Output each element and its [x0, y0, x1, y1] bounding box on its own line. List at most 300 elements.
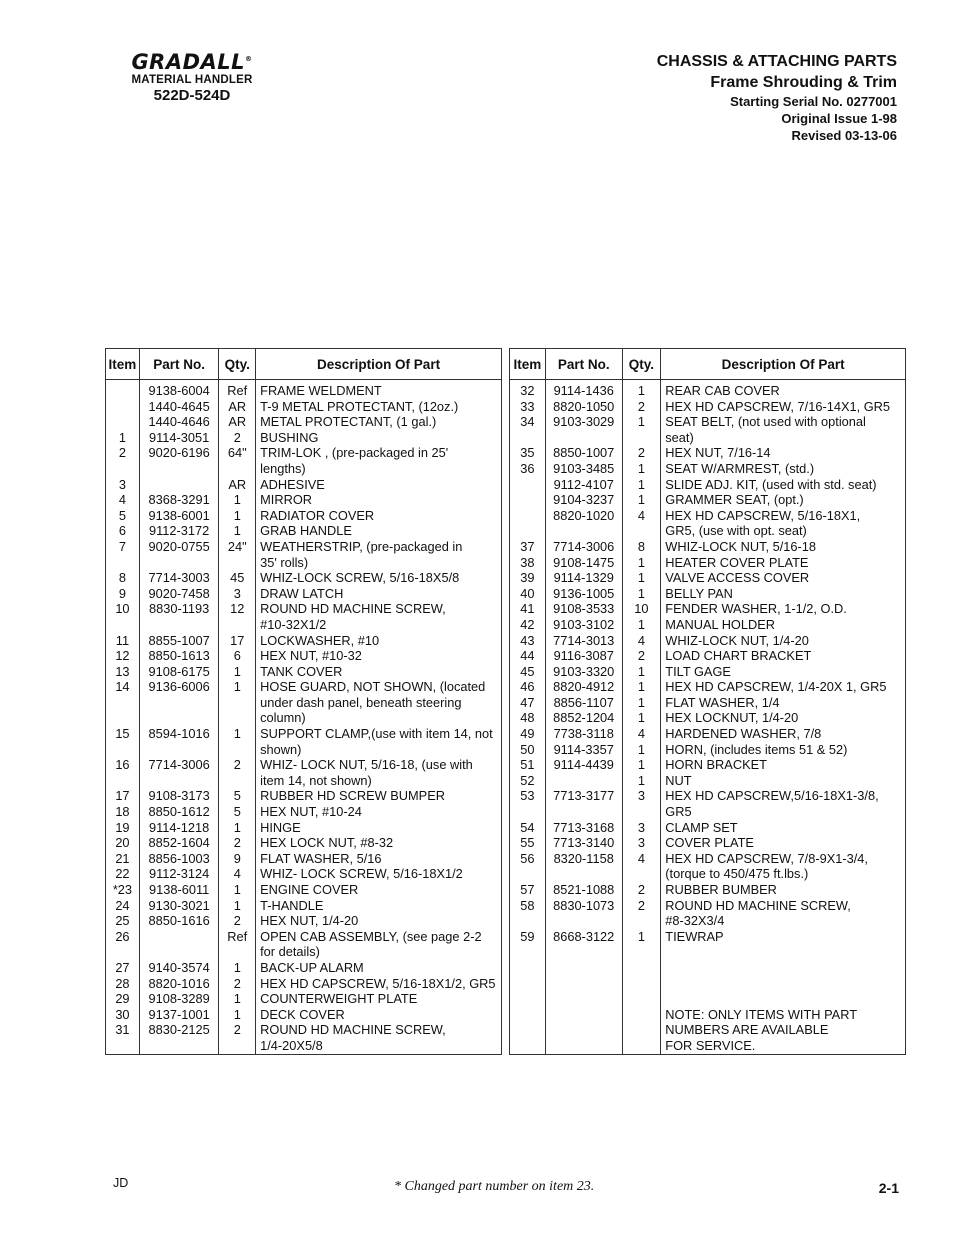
item-cell: 24: [106, 898, 140, 914]
table-row: [106, 710, 502, 726]
item-cell: [106, 617, 140, 633]
table-row: [106, 570, 502, 586]
qty-cell: 3: [622, 835, 661, 851]
qty-cell: 8: [622, 539, 661, 555]
empty-cell: [510, 1022, 546, 1038]
parts-table-left: [105, 348, 502, 1055]
part-no-cell: 9112-4107: [545, 477, 622, 493]
item-cell: 36: [510, 461, 546, 477]
part-no-cell: [139, 929, 219, 945]
item-cell: 22: [106, 866, 140, 882]
table-row: [106, 1022, 502, 1038]
description-cell: HEX HD CAPSCREW, 5/16-18X1,: [661, 508, 906, 524]
item-cell: 57: [510, 882, 546, 898]
col-part-header: Part No.: [545, 349, 622, 380]
table-row: [106, 944, 502, 960]
part-no-cell: [545, 866, 622, 882]
item-cell: 12: [106, 648, 140, 664]
description-cell: CLAMP SET: [661, 820, 906, 836]
item-cell: 26: [106, 929, 140, 945]
part-no-cell: 8856-1003: [139, 851, 219, 867]
description-cell: T-HANDLE: [256, 898, 502, 914]
description-cell: shown): [256, 742, 502, 758]
item-cell: 28: [106, 976, 140, 992]
item-cell: 19: [106, 820, 140, 836]
description-cell: OPEN CAB ASSEMBLY, (see page 2-2: [256, 929, 502, 945]
qty-cell: [219, 742, 256, 758]
part-no-cell: 9020-0755: [139, 539, 219, 555]
table-row: [510, 664, 906, 680]
section-subtitle: Frame Shrouding & Trim: [710, 74, 897, 91]
item-cell: 52: [510, 773, 546, 789]
part-no-cell: 9114-3051: [139, 430, 219, 446]
qty-cell: 1: [219, 960, 256, 976]
table-row: [106, 804, 502, 820]
qty-cell: 1: [219, 898, 256, 914]
table-row: [106, 695, 502, 711]
empty-cell: [622, 1022, 661, 1038]
item-cell: 17: [106, 788, 140, 804]
logo-model: 522D-524D: [153, 87, 231, 104]
qty-cell: AR: [219, 477, 256, 493]
description-cell: COUNTERWEIGHT PLATE: [256, 991, 502, 1007]
table-row: [106, 1038, 502, 1054]
qty-cell: Ref: [219, 929, 256, 945]
qty-cell: 5: [219, 788, 256, 804]
item-cell: [510, 492, 546, 508]
qty-cell: 1: [622, 477, 661, 493]
part-no-cell: 7713-3140: [545, 835, 622, 851]
description-cell: SLIDE ADJ. KIT, (used with std. seat): [661, 477, 906, 493]
table-row: [510, 477, 906, 493]
item-cell: 27: [106, 960, 140, 976]
table-row: [510, 399, 906, 415]
item-cell: 50: [510, 742, 546, 758]
item-cell: [510, 913, 546, 929]
part-no-cell: 7714-3006: [139, 757, 219, 773]
part-no-cell: 9103-3102: [545, 617, 622, 633]
item-cell: 35: [510, 445, 546, 461]
item-cell: 14: [106, 679, 140, 695]
description-cell: ROUND HD MACHINE SCREW,: [256, 601, 502, 617]
empty-cell: [510, 976, 546, 992]
gradall-logo: [112, 47, 272, 104]
part-no-cell: 9108-3289: [139, 991, 219, 1007]
item-cell: [106, 555, 140, 571]
part-no-cell: 8820-1016: [139, 976, 219, 992]
description-cell: GR5: [661, 804, 906, 820]
item-cell: [510, 523, 546, 539]
table-row: [106, 820, 502, 836]
description-cell: HEX LOCK NUT, #8-32: [256, 835, 502, 851]
table-row: [106, 492, 502, 508]
empty-cell: [622, 976, 661, 992]
table-row: [510, 866, 906, 882]
qty-cell: 1: [219, 508, 256, 524]
description-cell: TILT GAGE: [661, 664, 906, 680]
empty-cell: [545, 1038, 622, 1054]
qty-cell: 2: [219, 976, 256, 992]
description-cell: RUBBER HD SCREW BUMPER: [256, 788, 502, 804]
empty-row: [510, 991, 906, 1007]
description-cell: SUPPORT CLAMP,(use with item 14, not: [256, 726, 502, 742]
description-cell: REAR CAB COVER: [661, 380, 906, 399]
qty-cell: 3: [219, 586, 256, 602]
description-cell: HORN BRACKET: [661, 757, 906, 773]
description-cell: HORN, (includes items 51 & 52): [661, 742, 906, 758]
table-row: [510, 508, 906, 524]
description-cell: HEX NUT, #10-24: [256, 804, 502, 820]
description-cell: HEX NUT, 7/16-14: [661, 445, 906, 461]
qty-cell: 6: [219, 648, 256, 664]
qty-cell: Ref: [219, 380, 256, 399]
table-row: [510, 445, 906, 461]
part-no-cell: 9114-3357: [545, 742, 622, 758]
qty-cell: 1: [622, 586, 661, 602]
description-cell: WHIZ-LOCK NUT, 5/16-18: [661, 539, 906, 555]
part-no-cell: 8850-1612: [139, 804, 219, 820]
description-cell: column): [256, 710, 502, 726]
qty-cell: [622, 866, 661, 882]
table-row: [510, 570, 906, 586]
item-cell: 47: [510, 695, 546, 711]
part-no-cell: 8856-1107: [545, 695, 622, 711]
qty-cell: [219, 617, 256, 633]
part-no-cell: 9104-3237: [545, 492, 622, 508]
qty-cell: 3: [622, 788, 661, 804]
qty-cell: 45: [219, 570, 256, 586]
part-no-cell: 9103-3029: [545, 414, 622, 430]
qty-cell: 1: [219, 492, 256, 508]
item-cell: 58: [510, 898, 546, 914]
table-row: [510, 492, 906, 508]
item-cell: 34: [510, 414, 546, 430]
qty-cell: 1: [622, 617, 661, 633]
table-row: [106, 773, 502, 789]
col-part-header: Part No.: [139, 349, 219, 380]
empty-cell: [622, 944, 661, 960]
part-no-cell: 8850-1613: [139, 648, 219, 664]
description-cell: ROUND HD MACHINE SCREW,: [256, 1022, 502, 1038]
empty-cell: [622, 1007, 661, 1023]
description-cell: HINGE: [256, 820, 502, 836]
qty-cell: 3: [622, 820, 661, 836]
table-row: [510, 695, 906, 711]
description-cell: FLAT WASHER, 1/4: [661, 695, 906, 711]
item-cell: 8: [106, 570, 140, 586]
item-cell: 32: [510, 380, 546, 399]
description-cell: MANUAL HOLDER: [661, 617, 906, 633]
qty-cell: 1: [219, 991, 256, 1007]
note-line-2: NUMBERS ARE AVAILABLE: [661, 1022, 906, 1038]
qty-cell: 10: [622, 601, 661, 617]
table-row: [106, 757, 502, 773]
part-no-cell: [139, 710, 219, 726]
empty-cell: [545, 960, 622, 976]
item-cell: [106, 461, 140, 477]
item-cell: 45: [510, 664, 546, 680]
table-row: [106, 726, 502, 742]
qty-cell: 1: [219, 523, 256, 539]
qty-cell: 4: [622, 633, 661, 649]
table-row: [510, 633, 906, 649]
qty-cell: 2: [219, 757, 256, 773]
item-cell: *23: [106, 882, 140, 898]
empty-cell: [661, 976, 906, 992]
qty-cell: [219, 695, 256, 711]
part-no-cell: 8852-1604: [139, 835, 219, 851]
empty-row: [510, 960, 906, 976]
description-cell: GRAMMER SEAT, (opt.): [661, 492, 906, 508]
item-cell: [106, 710, 140, 726]
part-no-cell: 8830-2125: [139, 1022, 219, 1038]
description-cell: HEX NUT, 1/4-20: [256, 913, 502, 929]
part-no-cell: [139, 773, 219, 789]
table-row: [510, 461, 906, 477]
description-cell: NUT: [661, 773, 906, 789]
empty-cell: [510, 944, 546, 960]
part-no-cell: 9108-1475: [545, 555, 622, 571]
empty-cell: [510, 991, 546, 1007]
part-no-cell: 9103-3485: [545, 461, 622, 477]
empty-cell: [545, 976, 622, 992]
qty-cell: [219, 461, 256, 477]
qty-cell: 24": [219, 539, 256, 555]
qty-cell: 12: [219, 601, 256, 617]
description-cell: 35' rolls): [256, 555, 502, 571]
table-row: [510, 757, 906, 773]
empty-cell: [622, 1038, 661, 1054]
table-row: [510, 380, 906, 399]
description-cell: FRAME WELDMENT: [256, 380, 502, 399]
part-no-cell: 7714-3013: [545, 633, 622, 649]
item-cell: 59: [510, 929, 546, 945]
description-cell: WHIZ-LOCK NUT, 1/4-20: [661, 633, 906, 649]
part-no-cell: 9140-3574: [139, 960, 219, 976]
description-cell: lengths): [256, 461, 502, 477]
qty-cell: 1: [622, 695, 661, 711]
part-no-cell: [545, 523, 622, 539]
qty-cell: [622, 430, 661, 446]
description-cell: METAL PROTECTANT, (1 gal.): [256, 414, 502, 430]
description-cell: ADHESIVE: [256, 477, 502, 493]
description-cell: TIEWRAP: [661, 929, 906, 945]
item-cell: 30: [106, 1007, 140, 1023]
qty-cell: 1: [622, 929, 661, 945]
item-cell: [106, 414, 140, 430]
table-row: [510, 586, 906, 602]
part-no-cell: [545, 773, 622, 789]
description-cell: RUBBER BUMBER: [661, 882, 906, 898]
description-cell: T-9 METAL PROTECTANT, (12oz.): [256, 399, 502, 415]
item-cell: 56: [510, 851, 546, 867]
item-cell: 9: [106, 586, 140, 602]
qty-cell: 2: [219, 430, 256, 446]
empty-cell: [545, 944, 622, 960]
part-no-cell: 8594-1016: [139, 726, 219, 742]
item-cell: 15: [106, 726, 140, 742]
logo-brand: GRADALL®: [131, 50, 253, 74]
table-row: [106, 445, 502, 461]
part-no-cell: 8320-1158: [545, 851, 622, 867]
table-row: [106, 601, 502, 617]
qty-cell: 2: [622, 648, 661, 664]
item-cell: 53: [510, 788, 546, 804]
table-row: [510, 601, 906, 617]
item-cell: 48: [510, 710, 546, 726]
item-cell: 55: [510, 835, 546, 851]
description-cell: HEATER COVER PLATE: [661, 555, 906, 571]
qty-cell: 2: [622, 399, 661, 415]
part-no-cell: [139, 742, 219, 758]
part-no-cell: 7713-3177: [545, 788, 622, 804]
item-cell: 10: [106, 601, 140, 617]
qty-cell: [219, 944, 256, 960]
description-cell: item 14, not shown): [256, 773, 502, 789]
serial-number: Starting Serial No. 0277001: [730, 94, 897, 109]
description-cell: WHIZ-LOCK SCREW, 5/16-18X5/8: [256, 570, 502, 586]
empty-cell: [545, 1007, 622, 1023]
description-cell: HEX HD CAPSCREW,5/16-18X1-3/8,: [661, 788, 906, 804]
qty-cell: 1: [219, 664, 256, 680]
description-cell: WHIZ- LOCK SCREW, 5/16-18X1/2: [256, 866, 502, 882]
empty-cell: [545, 991, 622, 1007]
part-no-cell: [139, 555, 219, 571]
part-no-cell: 9108-3173: [139, 788, 219, 804]
description-cell: GRAB HANDLE: [256, 523, 502, 539]
empty-cell: [622, 991, 661, 1007]
part-no-cell: 9108-3533: [545, 601, 622, 617]
part-no-cell: 9103-3320: [545, 664, 622, 680]
table-row: [510, 929, 906, 945]
qty-cell: 2: [622, 445, 661, 461]
part-no-cell: 8855-1007: [139, 633, 219, 649]
table-row: [106, 898, 502, 914]
item-cell: 41: [510, 601, 546, 617]
part-no-cell: 7714-3003: [139, 570, 219, 586]
table-row: [106, 679, 502, 695]
qty-cell: 1: [622, 570, 661, 586]
item-cell: 54: [510, 820, 546, 836]
description-cell: DRAW LATCH: [256, 586, 502, 602]
item-cell: 7: [106, 539, 140, 555]
table-row: [106, 835, 502, 851]
part-no-cell: [545, 804, 622, 820]
table-row: [106, 477, 502, 493]
part-no-cell: 8521-1088: [545, 882, 622, 898]
item-cell: [106, 773, 140, 789]
description-cell: TRIM-LOK , (pre-packaged in 25': [256, 445, 502, 461]
part-no-cell: [139, 477, 219, 493]
part-no-cell: 9116-3087: [545, 648, 622, 664]
description-cell: WEATHERSTRIP, (pre-packaged in: [256, 539, 502, 555]
original-issue: Original Issue 1-98: [781, 111, 897, 126]
table-row: [510, 742, 906, 758]
table-row: [510, 804, 906, 820]
qty-cell: AR: [219, 399, 256, 415]
empty-cell: [661, 944, 906, 960]
item-cell: 18: [106, 804, 140, 820]
item-cell: [510, 477, 546, 493]
item-cell: 25: [106, 913, 140, 929]
part-no-cell: 9138-6011: [139, 882, 219, 898]
qty-cell: [622, 913, 661, 929]
part-no-cell: 8368-3291: [139, 492, 219, 508]
table-row: [510, 555, 906, 571]
note-line-3: FOR SERVICE.: [661, 1038, 906, 1054]
part-no-cell: 8830-1073: [545, 898, 622, 914]
description-cell: under dash panel, beneath steering: [256, 695, 502, 711]
item-cell: 5: [106, 508, 140, 524]
description-cell: LOAD CHART BRACKET: [661, 648, 906, 664]
table-row: [106, 851, 502, 867]
qty-cell: 1: [622, 414, 661, 430]
part-no-cell: 8820-1050: [545, 399, 622, 415]
qty-cell: 2: [219, 1022, 256, 1038]
table-row: [510, 648, 906, 664]
empty-row: [510, 976, 906, 992]
qty-cell: 1: [622, 664, 661, 680]
qty-cell: 2: [219, 913, 256, 929]
description-cell: HEX HD CAPSCREW, 7/16-14X1, GR5: [661, 399, 906, 415]
qty-cell: 17: [219, 633, 256, 649]
table-row: [106, 586, 502, 602]
item-cell: 39: [510, 570, 546, 586]
qty-cell: [219, 555, 256, 571]
description-cell: COVER PLATE: [661, 835, 906, 851]
description-cell: HEX HD CAPSCREW, 7/8-9X1-3/4,: [661, 851, 906, 867]
qty-cell: 1: [622, 679, 661, 695]
qty-cell: 1: [219, 820, 256, 836]
part-no-cell: 8820-1020: [545, 508, 622, 524]
part-no-cell: 9114-4439: [545, 757, 622, 773]
section-title: CHASSIS & ATTACHING PARTS: [656, 53, 897, 70]
item-cell: 38: [510, 555, 546, 571]
item-cell: [106, 695, 140, 711]
note-row: [510, 1007, 906, 1023]
description-cell: HEX NUT, #10-32: [256, 648, 502, 664]
description-cell: FLAT WASHER, 5/16: [256, 851, 502, 867]
item-cell: 20: [106, 835, 140, 851]
part-no-cell: [139, 695, 219, 711]
part-no-cell: 9137-1001: [139, 1007, 219, 1023]
item-cell: 37: [510, 539, 546, 555]
item-cell: 49: [510, 726, 546, 742]
item-cell: 46: [510, 679, 546, 695]
table-row: [510, 679, 906, 695]
table-row: [510, 539, 906, 555]
item-cell: 51: [510, 757, 546, 773]
part-no-cell: 7738-3118: [545, 726, 622, 742]
description-cell: 1/4-20X5/8: [256, 1038, 502, 1054]
item-cell: 6: [106, 523, 140, 539]
part-no-cell: 9138-6004: [139, 380, 219, 399]
description-cell: HARDENED WASHER, 7/8: [661, 726, 906, 742]
table-row: [106, 555, 502, 571]
part-no-cell: 9112-3124: [139, 866, 219, 882]
table-row: [106, 742, 502, 758]
col-item-header: Item: [510, 349, 546, 380]
item-cell: [106, 944, 140, 960]
part-no-cell: 9136-6006: [139, 679, 219, 695]
part-no-cell: 7714-3006: [545, 539, 622, 555]
item-cell: 31: [106, 1022, 140, 1038]
item-cell: 43: [510, 633, 546, 649]
description-cell: LOCKWASHER, #10: [256, 633, 502, 649]
item-cell: [510, 804, 546, 820]
item-cell: 4: [106, 492, 140, 508]
qty-cell: [219, 1038, 256, 1054]
